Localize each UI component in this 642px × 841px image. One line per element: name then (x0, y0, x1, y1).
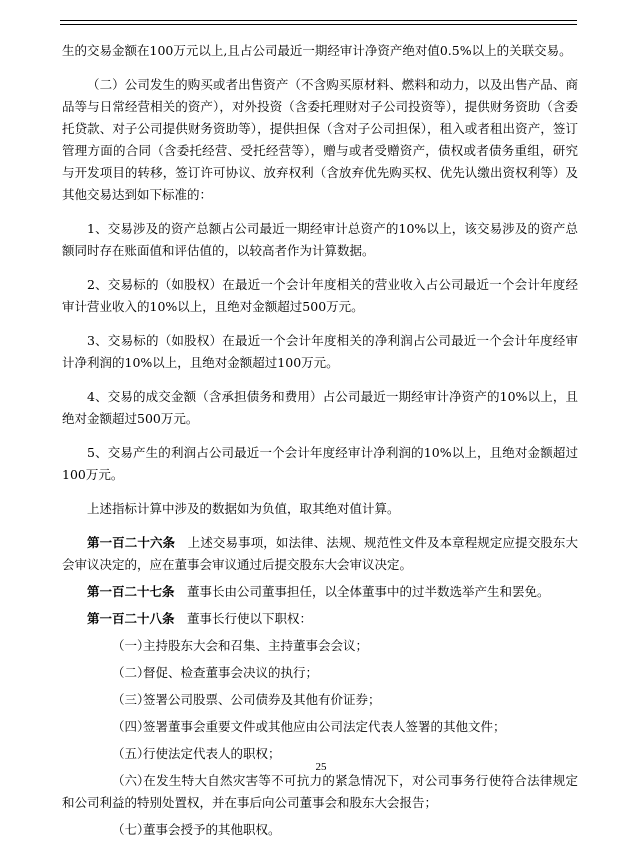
list-item (62, 716, 578, 738)
item-text: 签署公司股票、公司债券及其他有价证券； (143, 692, 381, 707)
criterion-4: 4、交易的成交金额（含承担债务和费用）占公司最近一期经审计净资产的10%以上，且绝对金额超过500万元。 (62, 389, 578, 426)
document-body (62, 40, 578, 841)
criterion-3: 3、交易标的（如股权）在最近一个会计年度相关的净利润占公司最近一个会计年度经审计净利润的10%以上，且绝对金额超过100万元。 (62, 333, 578, 370)
item-label: （四） (112, 719, 150, 734)
item-label: （七） (112, 822, 150, 837)
negative-value-note: 上述指标计算中涉及的数据如为负值，取其绝对值计算。 (87, 501, 400, 516)
item-label: （一） (112, 638, 150, 653)
paragraph-clause-2: （二）公司发生的购买或者出售资产（不含购买原材料、燃料和动力，以及出售产品、商品等与日常经营相关的资产），对外投资（含委托理财对子公司投资等），提供财务资助（含委托贷款、对子公司提供财务资助等），提供担保（含对子公司担保），租入或者租出资产，签订管理方面的合同（含委托经营、受托经营等），赠与或者受赠资产，债权或者债务重组，研究与开发项目的转移，签订许可协议、放弃权利（含放弃优先购买权、优先认缴出资权利等）及其他交易达到如下标准的： (62, 77, 578, 202)
header-rule-bottom (60, 24, 577, 25)
list-item (62, 689, 578, 711)
article-126 (62, 532, 578, 576)
criterion-1: 1、交易涉及的资产总额占公司最近一期经审计总资产的10%以上，该交易涉及的资产总额同时存在账面值和评估值的，以较高者作为计算数据。 (62, 221, 578, 258)
item-text: 督促、检查董事会决议的执行； (143, 665, 319, 680)
page-number: 25 (315, 761, 327, 773)
article-text: 董事长行使以下职权： (187, 611, 313, 626)
criterion-5: 5、交易产生的利润占公司最近一个会计年度经审计净利润的10%以上，且绝对金额超过100万元。 (62, 445, 578, 482)
item-label: （三） (112, 692, 150, 707)
item-label: （六） (112, 773, 150, 788)
item-text: 在发生特大自然灾害等不可抗力的紧急情况下，对公司事务行使符合法律规定和公司利益的特别处置权，并在事后向公司董事会和股东大会报告； (62, 773, 578, 810)
list-item (62, 819, 578, 841)
item-text: 签署董事会重要文件或其他应由公司法定代表人签署的其他文件； (143, 719, 506, 734)
article-title: 第一百二十七条 (87, 584, 175, 599)
item-text: 主持股东大会和召集、主持董事会会议； (143, 638, 369, 653)
article-title: 第一百二十八条 (87, 611, 175, 626)
item-text: 行使法定代表人的职权； (143, 746, 281, 761)
item-label: （五） (112, 746, 150, 761)
article-title: 第一百二十六条 (87, 535, 176, 550)
paragraph-continuation: 生的交易金额在100万元以上,且占公司最近一期经审计净资产绝对值0.5%以上的关联交易。 (62, 43, 572, 58)
article-127 (62, 581, 578, 603)
article-text: 董事长由公司董事担任，以全体董事中的过半数选举产生和罢免。 (187, 584, 550, 599)
list-item (62, 635, 578, 657)
header-rule-top (60, 20, 577, 21)
article-text: 上述交易事项，如法律、法规、规范性文件及本章程规定应提交股东大会审议决定的，应在董事会审议通过后提交股东大会审议决定。 (62, 535, 578, 572)
list-item (62, 662, 578, 684)
list-item (62, 770, 578, 814)
item-label: （二） (112, 665, 150, 680)
criterion-2: 2、交易标的（如股权）在最近一个会计年度相关的营业收入占公司最近一个会计年度经审计营业收入的10%以上，且绝对金额超过500万元。 (62, 277, 578, 314)
article-128 (62, 608, 578, 630)
item-text: 董事会授予的其他职权。 (143, 822, 281, 837)
